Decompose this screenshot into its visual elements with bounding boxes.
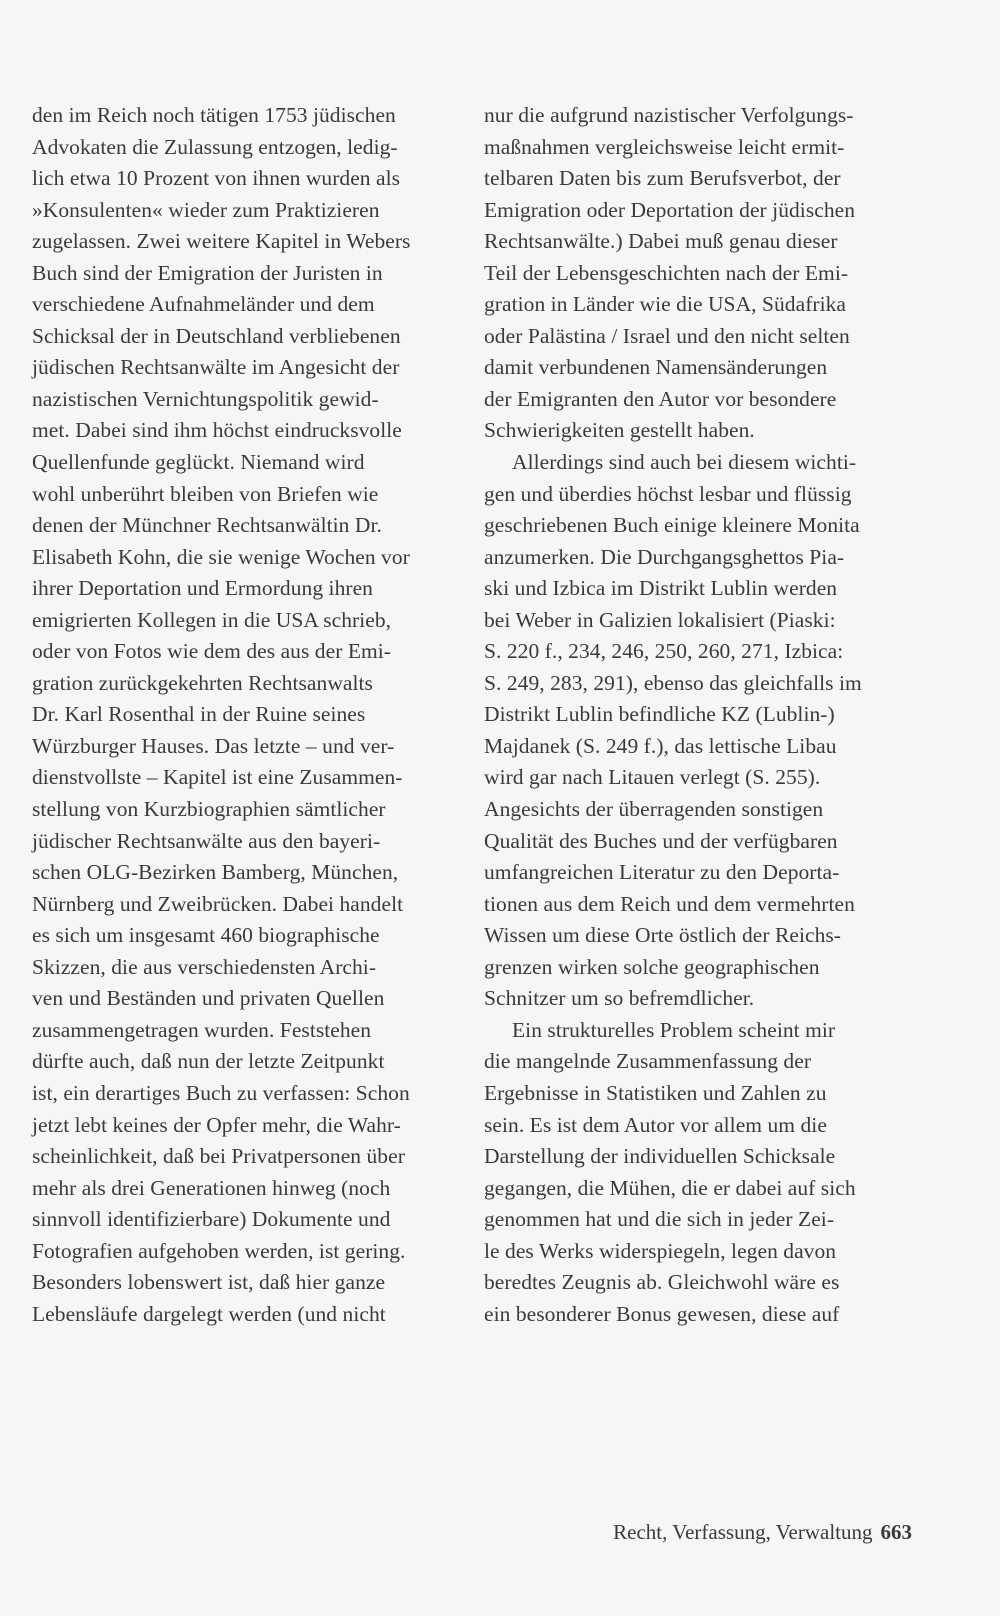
text-line: nazistischen Vernichtungspolitik gewid- bbox=[32, 386, 379, 411]
left-text-column bbox=[32, 100, 464, 1330]
text-line: Emigration oder Deportation der jüdischen bbox=[484, 197, 856, 222]
paragraph-first-line: Ein strukturelles Problem scheint mir bbox=[512, 1017, 836, 1042]
text-line: Schicksal der in Deutschland verbliebenen bbox=[32, 323, 401, 348]
text-line: Würzburger Hauses. Das letzte – und ver- bbox=[32, 733, 395, 758]
text-line: jüdischer Rechtsanwälte aus den bayeri- bbox=[32, 828, 381, 853]
text-line: wohl unberührt bleiben von Briefen wie bbox=[32, 481, 379, 506]
text-line: den im Reich noch tätigen 1753 jüdischen bbox=[32, 103, 396, 127]
text-line: sein. Es ist dem Autor vor allem um die bbox=[484, 1112, 827, 1137]
text-line: telbaren Daten bis zum Berufsverbot, der bbox=[484, 166, 841, 191]
text-line: gration zurückgekehrten Rechtsanwalts bbox=[32, 670, 373, 695]
text-line: Advokaten die Zulassung entzogen, ledig- bbox=[32, 134, 398, 159]
text-line: anzumerken. Die Durchgangsghettos Pia- bbox=[484, 544, 845, 569]
text-line: Schwierigkeiten gestellt haben. bbox=[484, 418, 755, 443]
text-line: ist, ein derartiges Buch zu verfassen: Schon bbox=[32, 1080, 410, 1105]
text-line: umfangreichen Literatur zu den Deporta- bbox=[484, 860, 840, 885]
text-line: ihrer Deportation und Ermordung ihren bbox=[32, 576, 373, 601]
text-line: Ergebnisse in Statistiken und Zahlen zu bbox=[484, 1080, 827, 1105]
text-line: jüdischen Rechtsanwälte im Angesicht der bbox=[32, 355, 400, 380]
text-line: Buch sind der Emigration der Juristen in bbox=[32, 260, 383, 285]
text-line: Darstellung der individuellen Schicksale bbox=[484, 1144, 836, 1169]
text-line: geschriebenen Buch einige kleinere Monita bbox=[484, 513, 860, 538]
text-line: Elisabeth Kohn, die sie wenige Wochen vor bbox=[32, 544, 410, 569]
text-line: stellung von Kurzbiographien sämtlicher bbox=[32, 797, 386, 822]
text-line: denen der Münchner Rechtsanwältin Dr. bbox=[32, 513, 382, 538]
text-line: Dr. Karl Rosenthal in der Ruine seines bbox=[32, 702, 366, 727]
text-line: sinnvoll identifizierbare) Dokumente und bbox=[32, 1207, 391, 1232]
text-line: »Konsulenten« wieder zum Praktizieren bbox=[32, 197, 380, 222]
text-line: oder Palästina / Israel und den nicht selten bbox=[484, 323, 850, 348]
text-line: schen OLG-Bezirken Bamberg, München, bbox=[32, 860, 399, 885]
text-line: Fotografien aufgehoben werden, ist gering. bbox=[32, 1238, 406, 1263]
text-line: met. Dabei sind ihm höchst eindrucksvolle bbox=[32, 418, 402, 443]
text-line: beredtes Zeugnis ab. Gleichwohl wäre es bbox=[484, 1270, 840, 1295]
text-line: ein besonderer Bonus gewesen, diese auf bbox=[484, 1301, 840, 1326]
text-line: Quellenfunde geglückt. Niemand wird bbox=[32, 450, 365, 475]
page-number: 663 bbox=[880, 1520, 912, 1544]
text-line: Nürnberg und Zweibrücken. Dabei handelt bbox=[32, 891, 404, 916]
text-line: nur die aufgrund nazistischer Verfolgungs- bbox=[484, 103, 854, 127]
text-line: ski und Izbica im Distrikt Lublin werden bbox=[484, 576, 838, 601]
text-line: mehr als drei Generationen hinweg (noch bbox=[32, 1175, 391, 1200]
text-line: wird gar nach Litauen verlegt (S. 255). bbox=[484, 765, 821, 790]
text-line: Schnitzer um so befremdlicher. bbox=[484, 986, 755, 1011]
text-line: jetzt lebt keines der Opfer mehr, die Wahr- bbox=[32, 1112, 401, 1137]
text-line: verschiedene Aufnahmeländer und dem bbox=[32, 292, 375, 317]
paragraph-first-line: Allerdings sind auch bei diesem wichti- bbox=[512, 450, 857, 475]
text-line: oder von Fotos wie dem des aus der Emi- bbox=[32, 639, 392, 664]
text-line: scheinlichkeit, daß bei Privatpersonen über bbox=[32, 1144, 405, 1169]
text-line: Angesichts der überragenden sonstigen bbox=[484, 797, 824, 822]
text-line: ven und Beständen und privaten Quellen bbox=[32, 986, 385, 1011]
text-line: le des Werks widerspiegeln, legen davon bbox=[484, 1238, 837, 1263]
text-line: grenzen wirken solche geographischen bbox=[484, 954, 820, 979]
text-line: S. 249, 283, 291), ebenso das gleichfalls im bbox=[484, 670, 862, 695]
page-footer bbox=[613, 1520, 912, 1545]
text-line: Wissen um diese Orte östlich der Reichs- bbox=[484, 923, 841, 948]
text-line: zusammengetragen wurden. Feststehen bbox=[32, 1017, 372, 1042]
text-line: die mangelnde Zusammenfassung der bbox=[484, 1049, 812, 1074]
text-line: dienstvollste – Kapitel ist eine Zusammen- bbox=[32, 765, 403, 790]
right-text-column bbox=[484, 100, 916, 1330]
text-line: gen und überdies höchst lesbar und flüssig bbox=[484, 481, 852, 506]
text-line: zugelassen. Zwei weitere Kapitel in Webers bbox=[32, 229, 411, 254]
text-line: Teil der Lebensgeschichten nach der Emi- bbox=[484, 260, 849, 285]
text-line: Besonders lobenswert ist, daß hier ganze bbox=[32, 1270, 386, 1295]
text-line: maßnahmen vergleichsweise leicht ermit- bbox=[484, 134, 845, 159]
text-line: damit verbundenen Namensänderungen bbox=[484, 355, 828, 380]
text-line: gration in Länder wie die USA, Südafrika bbox=[484, 292, 847, 317]
text-line: dürfte auch, daß nun der letzte Zeitpunkt bbox=[32, 1049, 385, 1074]
text-line: Majdanek (S. 249 f.), das lettische Libau bbox=[484, 733, 837, 758]
text-line: tionen aus dem Reich und dem vermehrten bbox=[484, 891, 855, 916]
text-line: gegangen, die Mühen, die er dabei auf sich bbox=[484, 1175, 856, 1200]
text-line: S. 220 f., 234, 246, 250, 260, 271, Izbica: bbox=[484, 639, 844, 664]
text-line: emigrierten Kollegen in die USA schrieb, bbox=[32, 607, 392, 632]
text-line: Distrikt Lublin befindliche KZ (Lublin-) bbox=[484, 702, 835, 727]
text-line: bei Weber in Galizien lokalisiert (Piaski: bbox=[484, 607, 836, 632]
text-line: lich etwa 10 Prozent von ihnen wurden als bbox=[32, 166, 401, 191]
text-line: der Emigranten den Autor vor besondere bbox=[484, 386, 837, 411]
text-line: Qualität des Buches und der verfügbaren bbox=[484, 828, 838, 853]
text-line: Rechtsanwälte.) Dabei muß genau dieser bbox=[484, 229, 838, 254]
text-line: Skizzen, die aus verschiedensten Archi- bbox=[32, 954, 377, 979]
text-line: Lebensläufe dargelegt werden (und nicht bbox=[32, 1301, 386, 1326]
text-line: es sich um insgesamt 460 biographische bbox=[32, 923, 380, 948]
text-line: genommen hat und die sich in jeder Zei- bbox=[484, 1207, 835, 1232]
running-section-title: Recht, Verfassung, Verwaltung bbox=[613, 1520, 873, 1544]
